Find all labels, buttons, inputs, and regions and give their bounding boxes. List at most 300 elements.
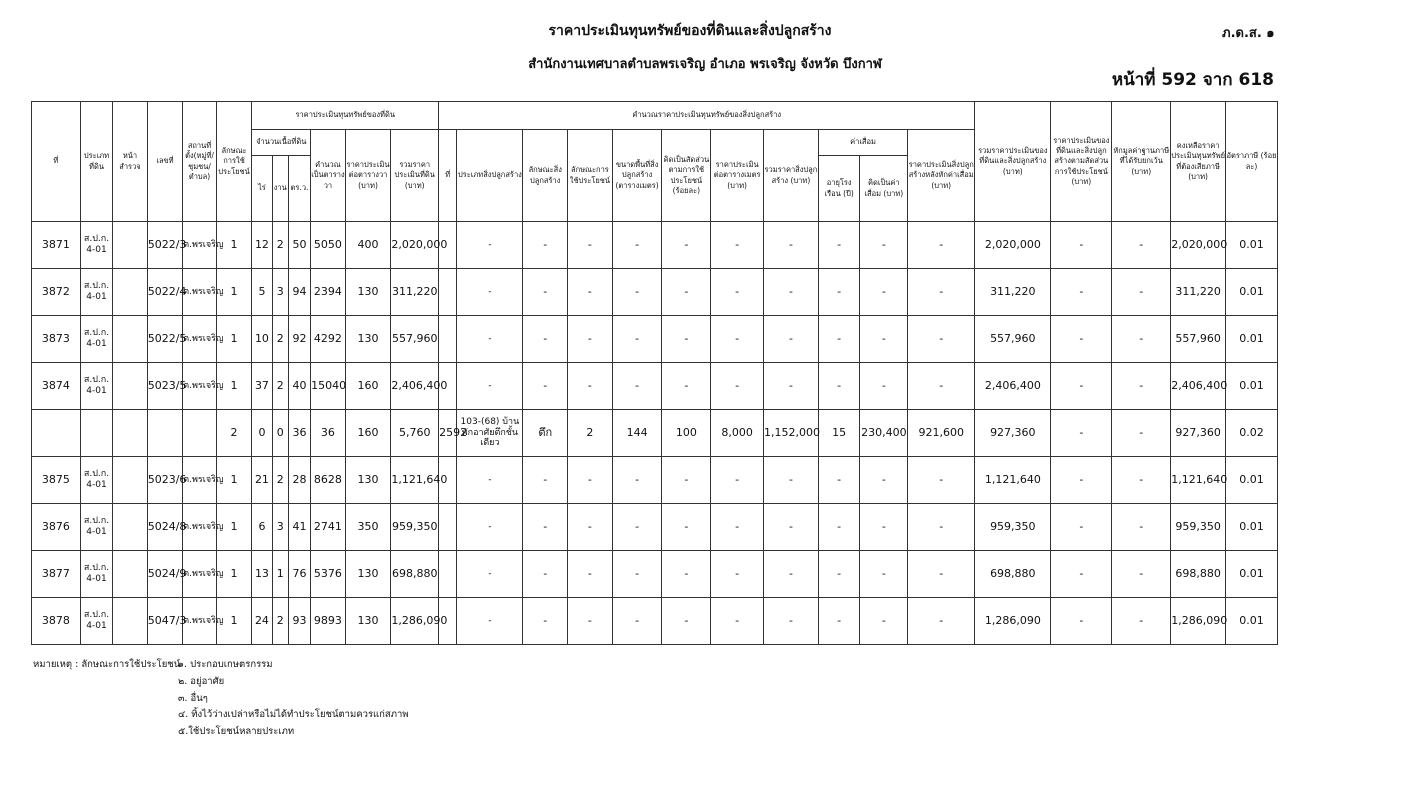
cell-usage: 1 [216,504,252,551]
cell-calc-sqwa: 4292 [311,316,346,363]
cell-building-usage: - [568,269,613,316]
cell-building-area: - [612,316,662,363]
cell-rate: 0.01 [1226,504,1278,551]
cell-building-usage: - [568,457,613,504]
cell-survey-page [113,269,148,316]
cell-grand-total: 1,286,090 [975,598,1051,645]
col-land-group: ราคาประเมินทุนทรัพย์ของที่ดิน [252,102,439,130]
footnote-item: ๕.ใช้ประโยชน์หลายประเภท [178,726,295,738]
cell-number: 5024/8 [147,504,183,551]
cell-building-character: - [523,269,568,316]
table-row [32,457,1278,504]
cell-building-no [439,269,457,316]
cell-ngan: 0 [272,410,288,457]
cell-calc-sqwa: 5376 [311,551,346,598]
cell-land-total: 2,020,000 [391,222,439,269]
col-building-usage: ลักษณะการใช้ประโยชน์ [568,130,613,222]
col-building-total: รวมราคาสิ่งปลูกสร้าง (บาท) [764,130,819,222]
table-row [32,269,1278,316]
cell-location [183,410,217,457]
cell-no: 3878 [32,598,81,645]
table-row [32,410,1278,457]
cell-price-per-sqwa: 160 [345,363,391,410]
cell-grand-total: 557,960 [975,316,1051,363]
cell-rate: 0.01 [1226,598,1278,645]
cell-land-type: ส.ป.ก. 4-01 [80,504,112,551]
cell-sqwa: 50 [288,222,310,269]
cell-building-usage: - [568,316,613,363]
cell-building-price-sqm: - [711,363,764,410]
cell-building-usage: - [568,551,613,598]
table-row [32,598,1278,645]
cell-taxable: 2,406,400 [1171,363,1226,410]
cell-building-after-depr: 921,600 [908,410,975,457]
cell-building-type: - [457,316,523,363]
col-deduction: หักมูลค่าฐานภาษีที่ได้รับยกเว้น (บาท) [1112,102,1171,222]
cell-rate: 0.01 [1226,316,1278,363]
col-building-area: ขนาดพื้นที่สิ่งปลูกสร้าง (ตารางเมตร) [612,130,662,222]
cell-taxable: 927,360 [1171,410,1226,457]
cell-rate: 0.01 [1226,222,1278,269]
cell-building-area: 144 [612,410,662,457]
cell-usage: 1 [216,269,252,316]
cell-taxable: 1,286,090 [1171,598,1226,645]
cell-building-age: - [818,222,860,269]
cell-calc-sqwa: 15040 [311,363,346,410]
cell-grand-total: 927,360 [975,410,1051,457]
cell-sqwa: 28 [288,457,310,504]
cell-building-age: - [818,598,860,645]
cell-deduction: - [1112,316,1171,363]
cell-building-price-sqm: - [711,504,764,551]
cell-ngan: 3 [272,269,288,316]
cell-building-total: - [764,269,819,316]
cell-usage: 1 [216,316,252,363]
col-survey-page: หน้าสำรวจ [113,102,148,222]
cell-building-after-depr: - [908,598,975,645]
col-land-type: ประเภทที่ดิน [80,102,112,222]
cell-building-type: - [457,269,523,316]
col-rate: อัตราภาษี (ร้อยละ) [1226,102,1278,222]
cell-building-type: 103-(68) บ้านพักอาศัยตึกชั้นเดียว [457,410,523,457]
cell-deduction: - [1112,363,1171,410]
cell-number: 5022/3 [147,222,183,269]
col-location: สถานที่ตั้ง(หมู่ที่/ชุมชน/ตำบล) [183,102,217,222]
cell-building-ratio: 100 [662,410,711,457]
col-building-depreciation: คิดเป็นค่าเสื่อม (บาท) [860,156,908,222]
cell-building-usage: - [568,504,613,551]
cell-no: 3872 [32,269,81,316]
cell-building-age: - [818,363,860,410]
cell-calc-sqwa: 2741 [311,504,346,551]
cell-location: ต.พรเจริญ [183,222,217,269]
cell-price-per-sqwa: 130 [345,316,391,363]
col-rai: ไร่ [252,156,272,222]
cell-building-total: - [764,316,819,363]
cell-taxable: 959,350 [1171,504,1226,551]
cell-building-usage: 2 [568,410,613,457]
col-depreciation-group: ค่าเสื่อม [818,130,907,156]
table-row [32,551,1278,598]
col-price-per-sqwa: ราคาประเมินต่อตารางวา (บาท) [345,130,391,222]
cell-land-total: 311,220 [391,269,439,316]
cell-land-total: 557,960 [391,316,439,363]
cell-no: 3873 [32,316,81,363]
cell-taxable: 311,220 [1171,269,1226,316]
cell-building-area: - [612,551,662,598]
cell-ngan: 2 [272,222,288,269]
cell-building-price-sqm: - [711,316,764,363]
cell-land-type: ส.ป.ก. 4-01 [80,551,112,598]
cell-price-per-sqwa: 130 [345,598,391,645]
cell-location: ต.พรเจริญ [183,551,217,598]
cell-no [32,410,81,457]
cell-building-ratio: - [662,598,711,645]
cell-sqwa: 40 [288,363,310,410]
cell-building-area: - [612,269,662,316]
cell-building-age: - [818,504,860,551]
cell-deduction: - [1112,504,1171,551]
cell-building-no: 2592 [439,410,457,457]
col-grand-total: รวมราคาประเมินของที่ดินและสิ่งปลูกสร้าง (บาท) [975,102,1051,222]
col-building-age: อายุโรงเรือน (ปี) [818,156,860,222]
cell-no: 3877 [32,551,81,598]
table-row [32,504,1278,551]
cell-usage: 1 [216,598,252,645]
cell-building-after-depr: - [908,269,975,316]
cell-building-total: - [764,222,819,269]
cell-ratio-value: - [1051,410,1112,457]
cell-rai: 6 [252,504,272,551]
cell-building-total: - [764,504,819,551]
cell-land-total: 698,880 [391,551,439,598]
cell-building-usage: - [568,363,613,410]
cell-land-type: ส.ป.ก. 4-01 [80,222,112,269]
cell-sqwa: 41 [288,504,310,551]
cell-taxable: 1,121,640 [1171,457,1226,504]
footnote-item: ๑. ประกอบเกษตรกรรม [178,659,273,670]
cell-building-age: - [818,457,860,504]
col-area-group: จำนวนเนื้อที่ดิน [252,130,311,156]
cell-building-usage: - [568,598,613,645]
cell-building-total: - [764,457,819,504]
cell-rai: 21 [252,457,272,504]
col-ngan: งาน [272,156,288,222]
cell-rate: 0.02 [1226,410,1278,457]
cell-location: ต.พรเจริญ [183,504,217,551]
cell-building-depreciation: - [860,457,908,504]
cell-rai: 12 [252,222,272,269]
col-building-character: ลักษณะสิ่งปลูกสร้าง [523,130,568,222]
cell-no: 3876 [32,504,81,551]
cell-number: 5047/3 [147,598,183,645]
col-taxable: คงเหลือราคาประเมินทุนทรัพย์ที่ต้องเสียภาษี (บาท) [1171,102,1226,222]
cell-building-character: - [523,598,568,645]
cell-grand-total: 2,020,000 [975,222,1051,269]
cell-land-type: ส.ป.ก. 4-01 [80,363,112,410]
cell-ngan: 1 [272,551,288,598]
cell-rai: 24 [252,598,272,645]
cell-building-depreciation: - [860,222,908,269]
cell-ngan: 2 [272,316,288,363]
cell-no: 3875 [32,457,81,504]
cell-deduction: - [1112,551,1171,598]
cell-deduction: - [1112,269,1171,316]
cell-calc-sqwa: 36 [311,410,346,457]
cell-rate: 0.01 [1226,457,1278,504]
cell-ratio-value: - [1051,598,1112,645]
cell-usage: 1 [216,457,252,504]
col-ratio-value: ราคาประเมินของที่ดินและสิ่งปลูกสร้างตามสัดส่วนการใช้ประโยชน์ (บาท) [1051,102,1112,222]
cell-survey-page [113,410,148,457]
footnote-item: ๔. ทิ้งไว้ว่างเปล่าหรือไม่ได้ทำประโยชน์ตามควรแก่สภาพ [178,709,409,721]
cell-rai: 37 [252,363,272,410]
cell-survey-page [113,316,148,363]
cell-building-type: - [457,598,523,645]
cell-ngan: 3 [272,504,288,551]
page-subtitle: สำนักงานเทศบาลตำบลพรเจริญ อำเภอ พรเจริญ จังหวัด บึงกาฬ [528,57,882,72]
cell-price-per-sqwa: 130 [345,269,391,316]
cell-building-type: - [457,363,523,410]
cell-land-type: ส.ป.ก. 4-01 [80,598,112,645]
cell-location: ต.พรเจริญ [183,457,217,504]
cell-price-per-sqwa: 350 [345,504,391,551]
cell-building-depreciation: 230,400 [860,410,908,457]
cell-deduction: - [1112,598,1171,645]
cell-survey-page [113,363,148,410]
cell-usage: 1 [216,551,252,598]
cell-grand-total: 698,880 [975,551,1051,598]
cell-location: ต.พรเจริญ [183,316,217,363]
cell-building-after-depr: - [908,222,975,269]
cell-building-character: - [523,316,568,363]
cell-building-price-sqm: - [711,551,764,598]
col-building-type: ประเภทสิ่งปลูกสร้าง [457,130,523,222]
cell-rai: 0 [252,410,272,457]
col-no: ที่ [32,102,81,222]
cell-ngan: 2 [272,363,288,410]
cell-building-after-depr: - [908,504,975,551]
cell-building-total: - [764,363,819,410]
cell-building-depreciation: - [860,269,908,316]
cell-ngan: 2 [272,598,288,645]
cell-number: 5022/4 [147,269,183,316]
cell-sqwa: 92 [288,316,310,363]
cell-ratio-value: - [1051,363,1112,410]
cell-calc-sqwa: 9893 [311,598,346,645]
cell-number: 5023/5 [147,363,183,410]
cell-building-area: - [612,363,662,410]
cell-land-total: 959,350 [391,504,439,551]
cell-building-type: - [457,504,523,551]
cell-number: 5024/9 [147,551,183,598]
cell-survey-page [113,222,148,269]
cell-building-ratio: - [662,363,711,410]
cell-grand-total: 311,220 [975,269,1051,316]
footnote-label: หมายเหตุ : ลักษณะการใช้ประโยชน์ [33,659,181,670]
cell-building-ratio: - [662,504,711,551]
col-building-price-sqm: ราคาประเมินต่อตารางเมตร (บาท) [711,130,764,222]
cell-calc-sqwa: 5050 [311,222,346,269]
col-building-group: คำนวณราคาประเมินทุนทรัพย์ของสิ่งปลูกสร้าง [439,102,975,130]
cell-building-depreciation: - [860,363,908,410]
cell-building-age: 15 [818,410,860,457]
cell-building-total: - [764,551,819,598]
cell-building-character: ตึก [523,410,568,457]
cell-ratio-value: - [1051,269,1112,316]
cell-ratio-value: - [1051,504,1112,551]
cell-building-price-sqm: - [711,457,764,504]
cell-building-area: - [612,504,662,551]
cell-usage: 2 [216,410,252,457]
cell-building-usage: - [568,222,613,269]
col-building-no: ที่ [439,130,457,222]
cell-building-type: - [457,222,523,269]
cell-rate: 0.01 [1226,363,1278,410]
cell-rai: 10 [252,316,272,363]
cell-price-per-sqwa: 130 [345,551,391,598]
cell-building-type: - [457,551,523,598]
cell-building-character: - [523,457,568,504]
cell-land-type: ส.ป.ก. 4-01 [80,269,112,316]
cell-building-age: - [818,316,860,363]
cell-building-ratio: - [662,316,711,363]
cell-usage: 1 [216,222,252,269]
cell-building-price-sqm: - [711,269,764,316]
cell-calc-sqwa: 2394 [311,269,346,316]
cell-sqwa: 94 [288,269,310,316]
table-row [32,363,1278,410]
col-sqwa: ตร.ว. [288,156,310,222]
cell-land-total: 1,121,640 [391,457,439,504]
cell-grand-total: 959,350 [975,504,1051,551]
cell-sqwa: 76 [288,551,310,598]
col-land-total: รวมราคาประเมินที่ดิน (บาท) [391,130,439,222]
cell-number: 5022/5 [147,316,183,363]
cell-number [147,410,183,457]
table-row [32,316,1278,363]
cell-building-character: - [523,222,568,269]
cell-building-area: - [612,457,662,504]
cell-building-character: - [523,504,568,551]
cell-building-ratio: - [662,269,711,316]
footnote-item: ๓. อื่นๆ [178,692,208,704]
cell-location: ต.พรเจริญ [183,363,217,410]
cell-building-character: - [523,363,568,410]
cell-building-ratio: - [662,457,711,504]
form-code: ภ.ด.ส. ๑ [1222,26,1275,41]
cell-building-total: 1,152,000 [764,410,819,457]
cell-price-per-sqwa: 160 [345,410,391,457]
cell-building-after-depr: - [908,551,975,598]
cell-building-character: - [523,551,568,598]
cell-rai: 13 [252,551,272,598]
col-calc-sqwa: คำนวณเป็นตารางวา [311,130,346,222]
cell-survey-page [113,457,148,504]
cell-price-per-sqwa: 130 [345,457,391,504]
col-number: เลขที่ [147,102,183,222]
cell-land-type: ส.ป.ก. 4-01 [80,457,112,504]
assessment-table [31,101,1278,645]
cell-sqwa: 36 [288,410,310,457]
cell-land-total: 1,286,090 [391,598,439,645]
footnote-item: ๒. อยู่อาศัย [178,675,225,687]
cell-building-area: - [612,222,662,269]
cell-grand-total: 2,406,400 [975,363,1051,410]
cell-ratio-value: - [1051,551,1112,598]
cell-building-after-depr: - [908,316,975,363]
cell-land-total: 5,760 [391,410,439,457]
cell-building-after-depr: - [908,363,975,410]
cell-taxable: 698,880 [1171,551,1226,598]
col-building-after-depr: ราคาประเมินสิ่งปลูกสร้างหลังหักค่าเสื่อม (บาท) [908,130,975,222]
cell-building-price-sqm: - [711,598,764,645]
cell-building-after-depr: - [908,457,975,504]
cell-building-depreciation: - [860,598,908,645]
cell-deduction: - [1112,457,1171,504]
cell-building-ratio: - [662,551,711,598]
cell-building-age: - [818,269,860,316]
cell-ratio-value: - [1051,316,1112,363]
cell-building-type: - [457,457,523,504]
cell-rate: 0.01 [1226,269,1278,316]
cell-land-type: ส.ป.ก. 4-01 [80,316,112,363]
cell-land-type [80,410,112,457]
cell-building-area: - [612,598,662,645]
cell-grand-total: 1,121,640 [975,457,1051,504]
cell-building-total: - [764,598,819,645]
table-row [32,222,1278,269]
cell-taxable: 2,020,000 [1171,222,1226,269]
cell-location: ต.พรเจริญ [183,598,217,645]
cell-location: ต.พรเจริญ [183,269,217,316]
page-title: ราคาประเมินทุนทรัพย์ของที่ดินและสิ่งปลูกสร้าง [548,23,832,39]
page-number: หน้าที่ 592 จาก 618 [1111,70,1274,90]
cell-building-age: - [818,551,860,598]
cell-survey-page [113,504,148,551]
cell-deduction: - [1112,410,1171,457]
cell-building-ratio: - [662,222,711,269]
cell-building-no [439,316,457,363]
cell-sqwa: 93 [288,598,310,645]
cell-no: 3874 [32,363,81,410]
cell-deduction: - [1112,222,1171,269]
cell-building-depreciation: - [860,504,908,551]
cell-building-price-sqm: 8,000 [711,410,764,457]
col-usage: ลักษณะการใช้ประโยชน์ [216,102,252,222]
cell-rate: 0.01 [1226,551,1278,598]
cell-ngan: 2 [272,457,288,504]
cell-building-depreciation: - [860,316,908,363]
cell-building-no [439,504,457,551]
col-building-ratio: คิดเป็นสัดส่วนตามการใช้ประโยชน์ (ร้อยละ) [662,130,711,222]
cell-ratio-value: - [1051,457,1112,504]
cell-number: 5023/6 [147,457,183,504]
cell-building-depreciation: - [860,551,908,598]
cell-building-no [439,551,457,598]
cell-usage: 1 [216,363,252,410]
cell-survey-page [113,551,148,598]
cell-calc-sqwa: 8628 [311,457,346,504]
cell-ratio-value: - [1051,222,1112,269]
cell-survey-page [113,598,148,645]
cell-rai: 5 [252,269,272,316]
cell-price-per-sqwa: 400 [345,222,391,269]
cell-building-price-sqm: - [711,222,764,269]
cell-taxable: 557,960 [1171,316,1226,363]
cell-no: 3871 [32,222,81,269]
cell-land-total: 2,406,400 [391,363,439,410]
